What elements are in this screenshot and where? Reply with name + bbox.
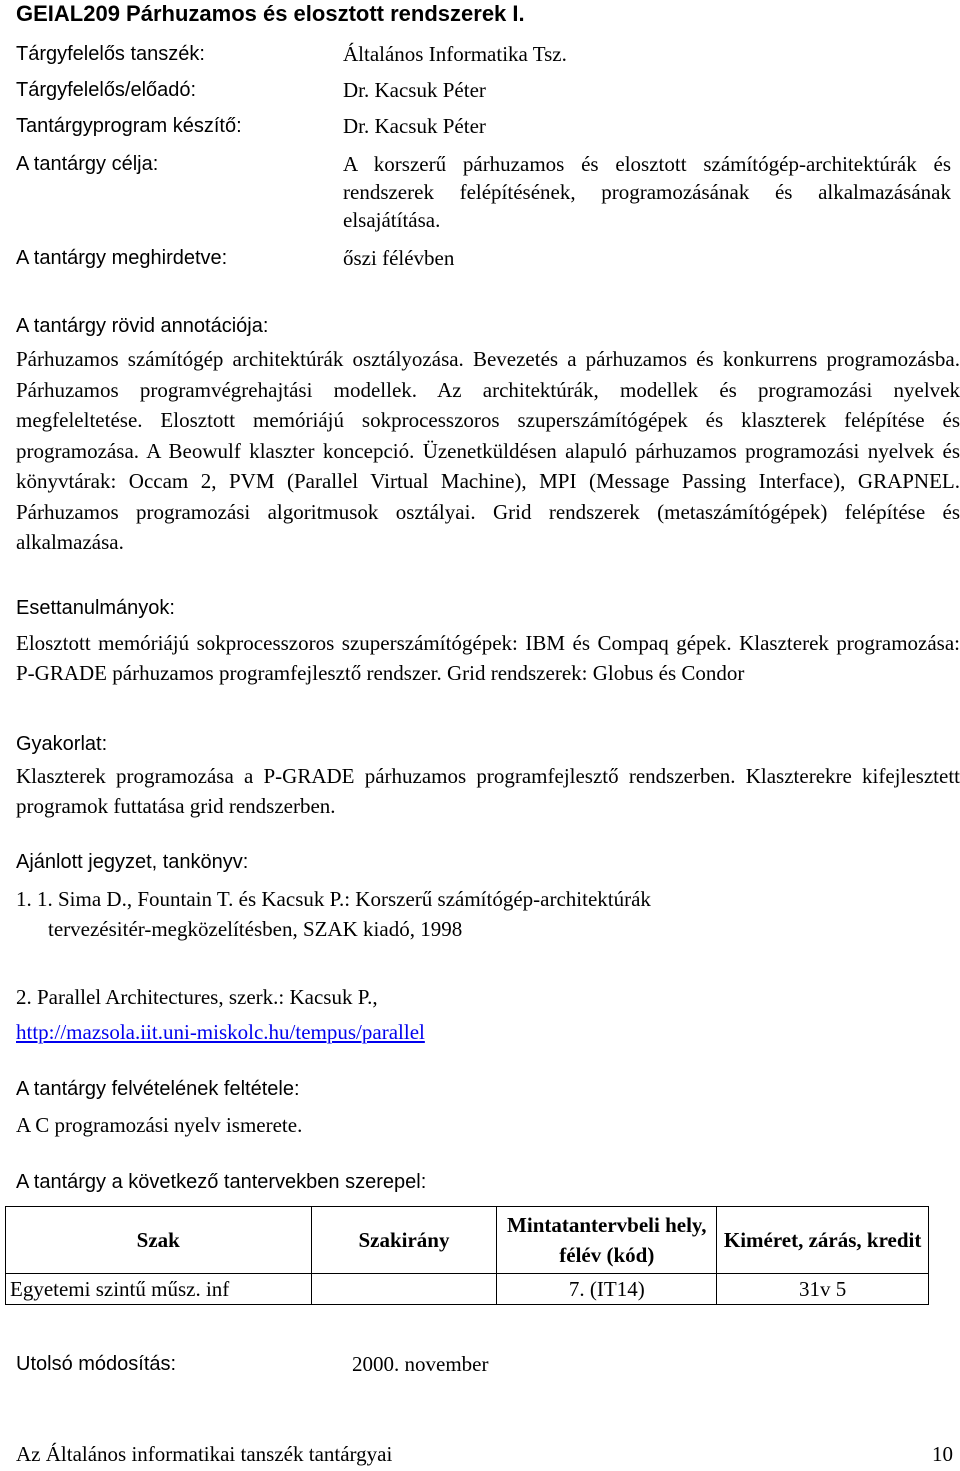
lecturer-label: Tárgyfelelős/előadó: [16, 79, 197, 101]
department-value: Általános Informatika Tsz. [343, 42, 567, 66]
cell-szak: Egyetemi szintű műsz. inf [6, 1274, 312, 1305]
prereq-text: A C programozási nyelv ismerete. [16, 1113, 303, 1137]
program-author-value: Dr. Kacsuk Péter [343, 114, 486, 138]
lecturer-value: Dr. Kacsuk Péter [343, 78, 486, 102]
page-number: 10 [932, 1442, 953, 1466]
cell-mintatanterv: 7. (IT14) [497, 1274, 717, 1305]
reference-1-line-1: 1. 1. Sima D., Fountain T. és Kacsuk P.: Korszerű számítógép-architektúrák [16, 887, 651, 911]
references-heading: Ajánlott jegyzet, tankönyv: [16, 851, 249, 873]
header-szak: Szak [6, 1207, 312, 1274]
case-studies-heading: Esettanulmányok: [16, 597, 175, 619]
cell-kimeret: 31v 5 [717, 1274, 929, 1305]
practice-text: Klaszterek programozása a P-GRADE párhuzamos programfejlesztő rendszerben. Klaszterekre kifejlesztett programok futtatása grid rendszerben. [16, 764, 960, 818]
curricula-table [5, 1206, 929, 1305]
table-row [6, 1274, 929, 1305]
curricula-heading: A tantárgy a következő tantervekben szerepel: [16, 1171, 427, 1193]
prereq-heading: A tantárgy felvételének feltétele: [16, 1078, 300, 1100]
table-header-row [6, 1207, 929, 1274]
last-modified-value: 2000. november [352, 1352, 489, 1376]
annotation-heading: A tantárgy rövid annotációja: [16, 315, 269, 337]
annotation-text: Párhuzamos számítógép architektúrák osztályozása. Bevezetés a párhuzamos és konkurrens programozásba. Párhuzamos programvégrehajtási modellek. Az architektúrák, modellek és programozási nyelvek megfeleltetése. Elosztott memóriájú sokprocesszoros szuperszámítógépek és klaszterek felépítése és programozása. A Beowulf klaszter koncepció. Üzenetküldésen alapuló párhuzamos programozási nyelvek és könyvtárak: Occam 2, PVM (Parallel Virtual Machine), MPI (Message Passing Interface), GRAPNEL. Párhuzamos programozási algoritmusok osztályai. Grid rendszerek (metaszámítógépek) felépítése és alkalmazása. [16, 347, 960, 554]
cell-szakirany [311, 1274, 497, 1305]
department-label: Tárgyfelelős tanszék: [16, 43, 205, 65]
page-title: GEIAL209 Párhuzamos és elosztott rendszerek I. [16, 1, 525, 26]
reference-2-link[interactable]: http://mazsola.iit.uni-miskolc.hu/tempus/parallel [16, 1020, 425, 1044]
program-author-label: Tantárgyprogram készítő: [16, 115, 242, 137]
header-szakirany: Szakirány [311, 1207, 497, 1274]
goal-text: A korszerű párhuzamos és elosztott számítógép-architektúrák és rendszerek felépítésének, programozásának és alkalmazásának elsajátítása. [343, 152, 951, 232]
header-kimeret: Kiméret, zárás, kredit [717, 1207, 929, 1274]
announced-value: őszi félévben [343, 246, 455, 270]
footer-text: Az Általános informatikai tanszék tantárgyai [16, 1442, 393, 1466]
goal-label: A tantárgy célja: [16, 153, 159, 175]
header-mintatanterv: Mintatantervbeli hely, félév (kód) [497, 1207, 717, 1274]
announced-label: A tantárgy meghirdetve: [16, 247, 228, 269]
practice-heading: Gyakorlat: [16, 733, 108, 755]
case-studies-text: Elosztott memóriájú sokprocesszoros szuperszámítógépek: IBM és Compaq gépek. Klaszterek programozása: P-GRADE párhuzamos programfejlesztő rendszer. Grid rendszerek: Globus és Condor [16, 631, 960, 685]
last-modified-label: Utolsó módosítás: [16, 1353, 177, 1375]
reference-1-line-2: tervezésitér-megközelítésben, SZAK kiadó, 1998 [48, 917, 463, 941]
reference-2-line-1: 2. Parallel Architectures, szerk.: Kacsuk P., [16, 985, 378, 1009]
